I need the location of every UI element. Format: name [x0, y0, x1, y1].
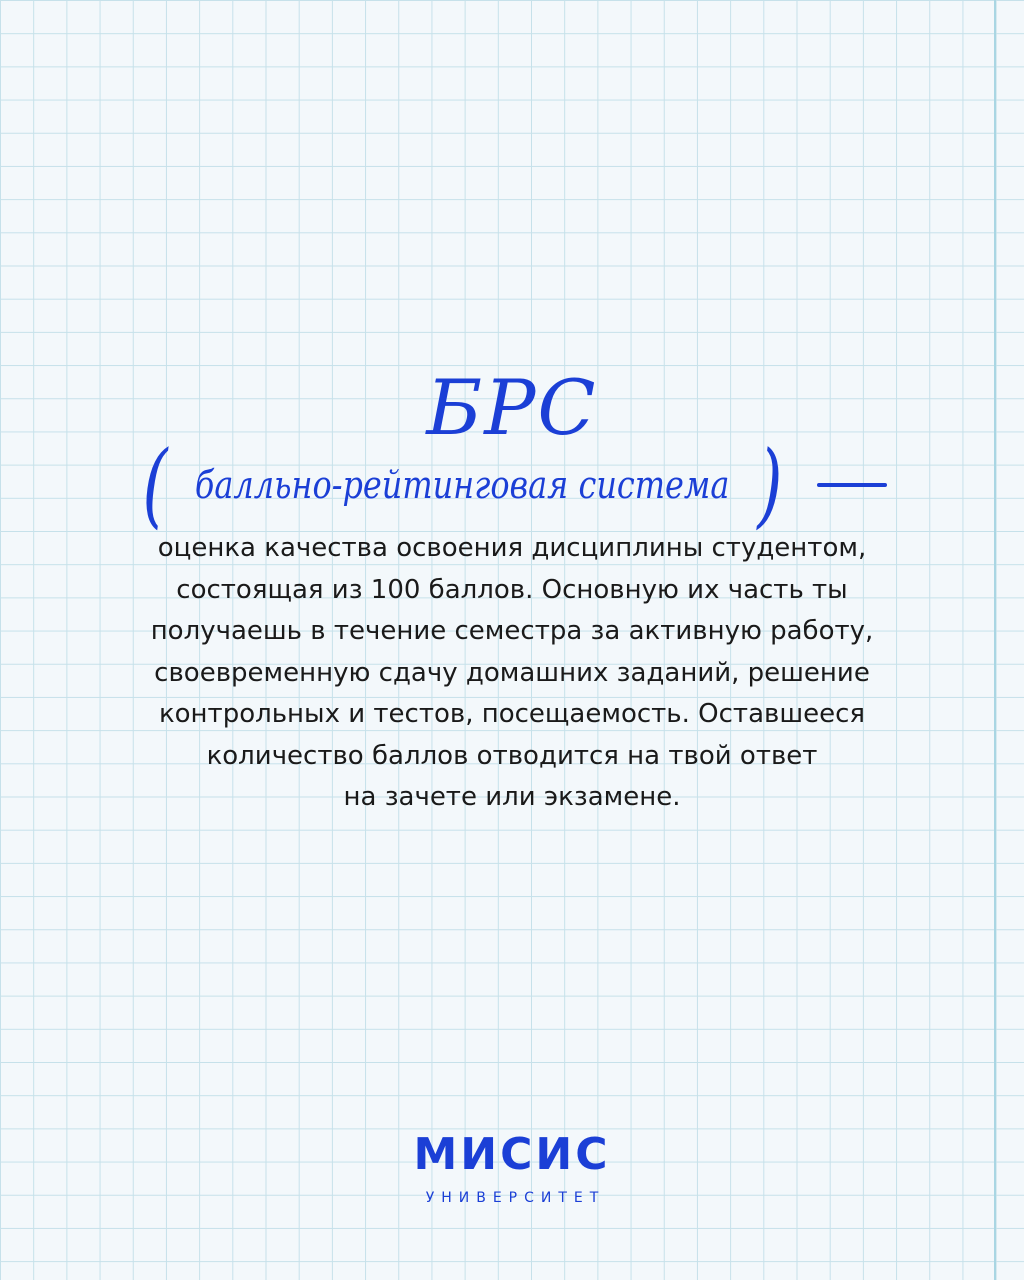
page-title: БРС: [426, 363, 598, 452]
page-subtitle: балльно-рейтинговая система: [195, 463, 730, 507]
definition-line: получаешь в течение семестра за активную работу,: [150, 616, 874, 646]
definition-line: количество баллов отводится на твой ответ: [206, 740, 818, 771]
title-definition: [0, 431, 1024, 538]
definition-line: оценка качества освоения дисциплины студентом,: [157, 533, 867, 563]
definition-line: на зачете или экзамене.: [343, 782, 681, 812]
subtitle-close-paren: ): [757, 431, 783, 538]
definition-line: своевременную сдачу домашних заданий, решение: [154, 657, 870, 688]
notebook-margin-line: [994, 0, 996, 1280]
definition-line: состоящая из 100 баллов. Основную их часть ты: [176, 574, 848, 605]
em-dash-mark: [817, 483, 887, 487]
definition-text: [40, 528, 984, 819]
definition-line: контрольных и тестов, посещаемость. Оставшееся: [158, 699, 866, 729]
logo-name: МИСИС: [413, 1129, 611, 1180]
logo-caption: УНИВЕРСИТЕТ: [425, 1190, 606, 1206]
subtitle-open-paren: (: [142, 431, 168, 538]
university-logo: [0, 1128, 1024, 1208]
